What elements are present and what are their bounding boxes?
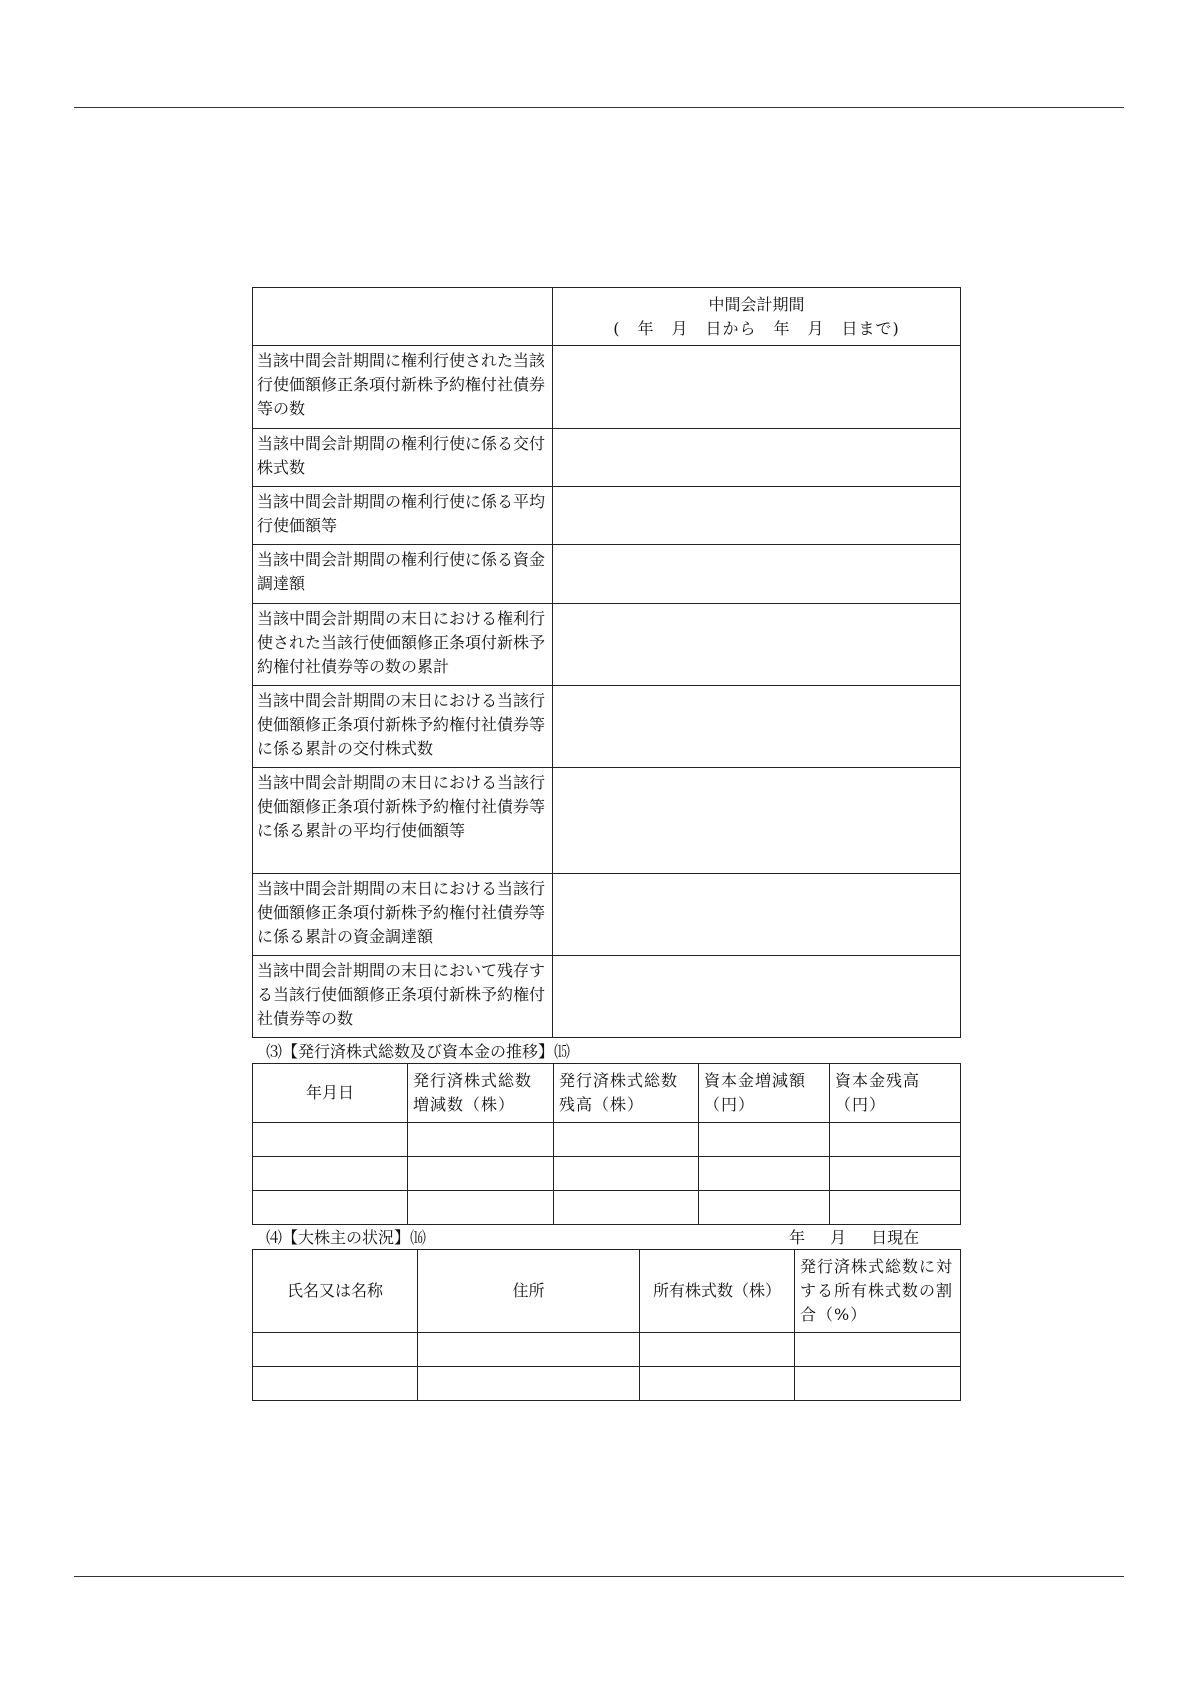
table-row <box>253 956 961 1038</box>
table-cell <box>699 1157 830 1191</box>
top-rule <box>74 107 1124 108</box>
table-cell <box>830 1157 961 1191</box>
table-row <box>253 768 961 874</box>
col-shares-owned: 所有株式数（株） <box>640 1250 795 1333</box>
header-blank-cell <box>253 288 553 346</box>
table-row <box>253 1157 961 1191</box>
col-date: 年月日 <box>253 1064 408 1123</box>
header-period-cell <box>553 288 961 346</box>
table-cell <box>408 1123 554 1157</box>
header-period-title: 中間会計期間 <box>708 294 805 314</box>
col-shares-change: 発行済株式総数増減数（株） <box>408 1064 554 1123</box>
table-cell <box>253 1333 418 1367</box>
table-row <box>253 1367 961 1401</box>
table-cell <box>795 1367 961 1401</box>
table-row <box>253 604 961 686</box>
table-header-row <box>253 1250 961 1333</box>
major-shareholders-table <box>252 1249 961 1401</box>
table-header-row <box>253 288 961 346</box>
exercise-status-table <box>252 287 961 1038</box>
table-row <box>253 1191 961 1225</box>
table-cell <box>253 1367 418 1401</box>
row-label: 当該中間会計期間の末日における当該行使価額修正条項付新株予約権付社債券等に係る累計の平均行使価額等 <box>253 768 553 874</box>
table-cell <box>408 1157 554 1191</box>
table-cell <box>554 1157 699 1191</box>
header-period-range: ( 年 月 日から 年 月 日まで) <box>613 318 900 338</box>
table-header-row <box>253 1064 961 1123</box>
col-shares-balance: 発行済株式総数残高（株） <box>554 1064 699 1123</box>
row-label: 当該中間会計期間の末日における当該行使価額修正条項付新株予約権付社債券等に係る累計の交付株式数 <box>253 686 553 768</box>
table-cell <box>253 1157 408 1191</box>
row-value-cell <box>553 686 961 768</box>
row-value-cell <box>553 487 961 545</box>
section3-caption: ⑶【発行済株式総数及び資本金の推移】⒂ <box>266 1042 571 1061</box>
row-label: 当該中間会計期間に権利行使された当該行使価額修正条項付新株予約権付社債券等の数 <box>253 346 553 429</box>
table-cell <box>408 1191 554 1225</box>
table-cell <box>640 1367 795 1401</box>
table-row <box>253 1123 961 1157</box>
row-label: 当該中間会計期間の権利行使に係る平均行使価額等 <box>253 487 553 545</box>
row-value-cell <box>553 545 961 604</box>
table-cell <box>699 1123 830 1157</box>
table-row <box>253 429 961 487</box>
table-cell <box>253 1191 408 1225</box>
row-value-cell <box>553 604 961 686</box>
table-cell <box>554 1191 699 1225</box>
table-cell <box>795 1333 961 1367</box>
table-cell <box>554 1123 699 1157</box>
table-cell <box>830 1123 961 1157</box>
table-cell <box>640 1333 795 1367</box>
row-label: 当該中間会計期間の権利行使に係る資金調達額 <box>253 545 553 604</box>
row-value-cell <box>553 874 961 956</box>
col-ownership-ratio: 発行済株式総数に対する所有株式数の割合（%） <box>795 1250 961 1333</box>
table-row <box>253 346 961 429</box>
table-cell <box>253 1123 408 1157</box>
row-value-cell <box>553 768 961 874</box>
row-value-cell <box>553 956 961 1038</box>
section4-caption: ⑷【大株主の状況】⒃ <box>266 1228 427 1247</box>
table-cell <box>418 1367 640 1401</box>
col-name: 氏名又は名称 <box>253 1250 418 1333</box>
table-row <box>253 874 961 956</box>
col-address: 住所 <box>418 1250 640 1333</box>
col-capital-balance: 資本金残高（円） <box>830 1064 961 1123</box>
row-label: 当該中間会計期間の末日における当該行使価額修正条項付新株予約権付社債券等に係る累計の資金調達額 <box>253 874 553 956</box>
col-capital-change: 資本金増減額（円） <box>699 1064 830 1123</box>
row-value-cell <box>553 429 961 487</box>
row-label: 当該中間会計期間の末日における権利行使された当該行使価額修正条項付新株予約権付社債券等の数の累計 <box>253 604 553 686</box>
table-row <box>253 686 961 768</box>
table-row <box>253 545 961 604</box>
row-value-cell <box>553 346 961 429</box>
table-cell <box>830 1191 961 1225</box>
table-row <box>253 487 961 545</box>
table-cell <box>699 1191 830 1225</box>
as-of-date: 年 月 日現在 <box>789 1228 920 1247</box>
row-label: 当該中間会計期間の末日において残存する当該行使価額修正条項付新株予約権付社債券等の数 <box>253 956 553 1038</box>
table-row <box>253 1333 961 1367</box>
table-cell <box>418 1333 640 1367</box>
row-label: 当該中間会計期間の権利行使に係る交付株式数 <box>253 429 553 487</box>
shares-capital-table <box>252 1063 961 1225</box>
bottom-rule <box>74 1576 1124 1577</box>
